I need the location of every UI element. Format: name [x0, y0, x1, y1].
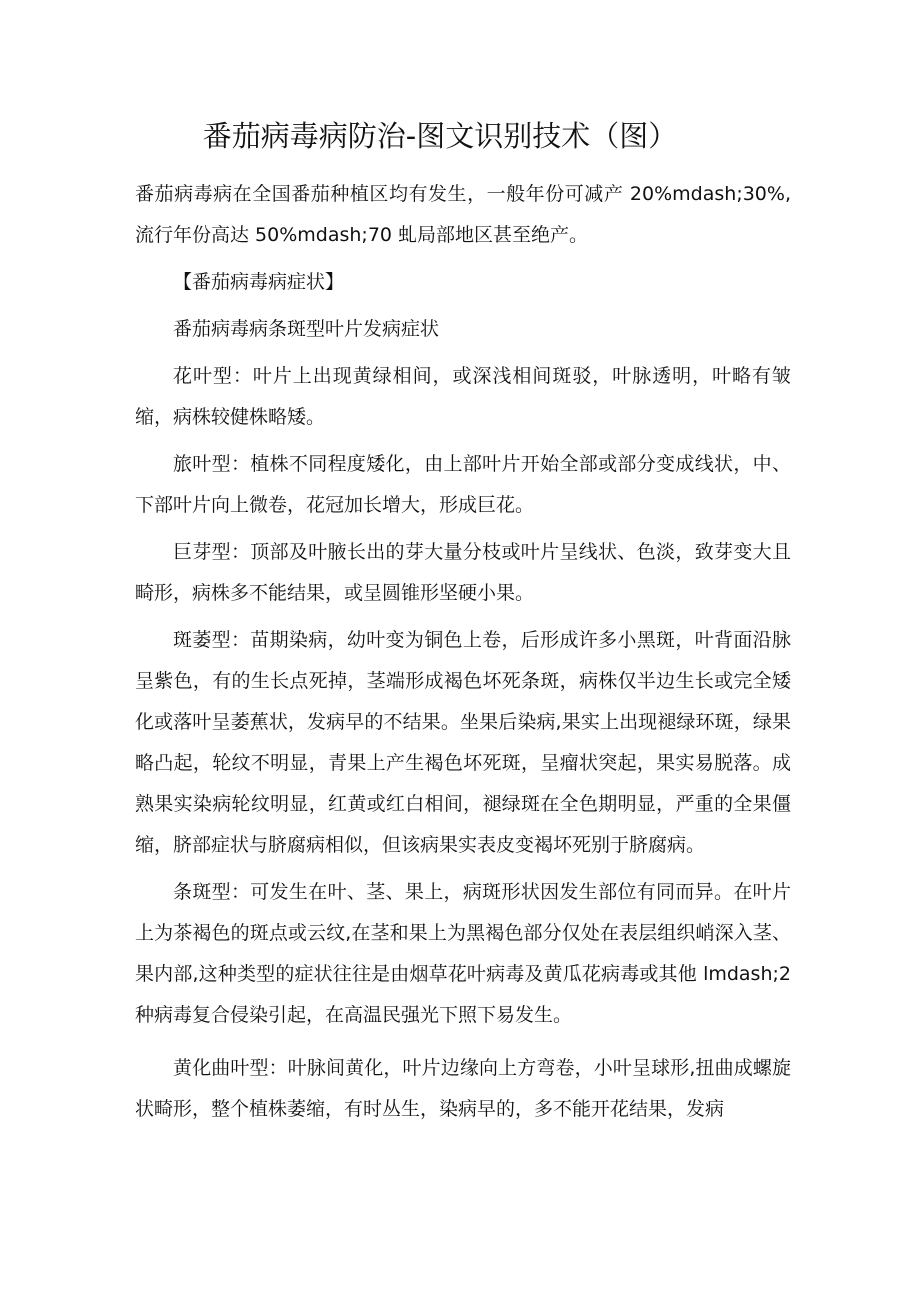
paragraph-fern-leaf-type: 旅叶型：植株不同程度矮化，由上部叶片开始全部或部分变成线状，中、下部叶片向上微卷，花冠加长增大，形成巨花。 — [135, 453, 791, 516]
section-heading-symptoms: 【番茄病毒病症状】 — [173, 271, 345, 293]
document-body — [135, 174, 791, 1130]
paragraph-intro: 番茄病毒病在全国番茄种植区均有发生，一般年份可减产 20%mdash;30%,流行年份高达 50%mdash;70 虬局部地区甚至绝产。 — [135, 183, 791, 246]
paragraph-mosaic-type: 花叶型：叶片上出现黄绿相间，或深浅相间斑驳，叶脉透明，叶略有皱缩，病株较健株略矮。 — [135, 365, 791, 428]
paragraph-spotted-wilt-type: 斑萎型：苗期染病，幼叶变为铜色上卷，后形成许多小黑斑，叶背面沿脉呈紫色，有的生长点死掉，茎端形成褐色坏死条斑，病株仅半边生长或完全矮化或落叶呈萎蕉状，发病早的不结果。坐果后染病,果实上出现褪绿环斑，绿果略凸起，轮纹不明显，青果上产生褐色坏死斑，呈瘤状突起，果实易脱落。成熟果实染病轮纹明显，红黄或红白相间，褪绿斑在全色期明显，严重的全果僵缩，脐部症状与脐腐病相似，但该病果实表皮变褐坏死别于脐腐病。 — [135, 629, 791, 856]
paragraph-yellow-leaf-curl-type: 黄化曲叶型：叶脉间黄化，叶片边缘向上方弯卷，小叶呈球形,扭曲成螺旋状畸形，整个植株萎缩，有时丛生，染病早的，多不能开花结果，发病 — [135, 1057, 791, 1120]
paragraph-caption: 番茄病毒病条斑型叶片发病症状 — [173, 318, 440, 340]
page-title: 番茄病毒病防治-图文识别技术（图） — [202, 119, 678, 153]
paragraph-giant-bud-type: 巨芽型：顶部及叶腋长出的芽大量分枝或叶片呈线状、色淡，致芽变大且畸形，病株多不能结果，或呈圆锥形坚硬小果。 — [135, 541, 791, 604]
paragraph-streak-type: 条斑型：可发生在叶、茎、果上，病斑形状因发生部位有同而异。在叶片上为茶褐色的斑点或云纹,在茎和果上为黑褐色部分仅处在表层组织峭深入茎、果内部,这种类型的症状往往是由烟草花叶病毒及黄瓜花病毒或其他 lmdash;2 种病毒复合侵染引起，在高温民强光下照下易发生。 — [135, 881, 791, 1026]
